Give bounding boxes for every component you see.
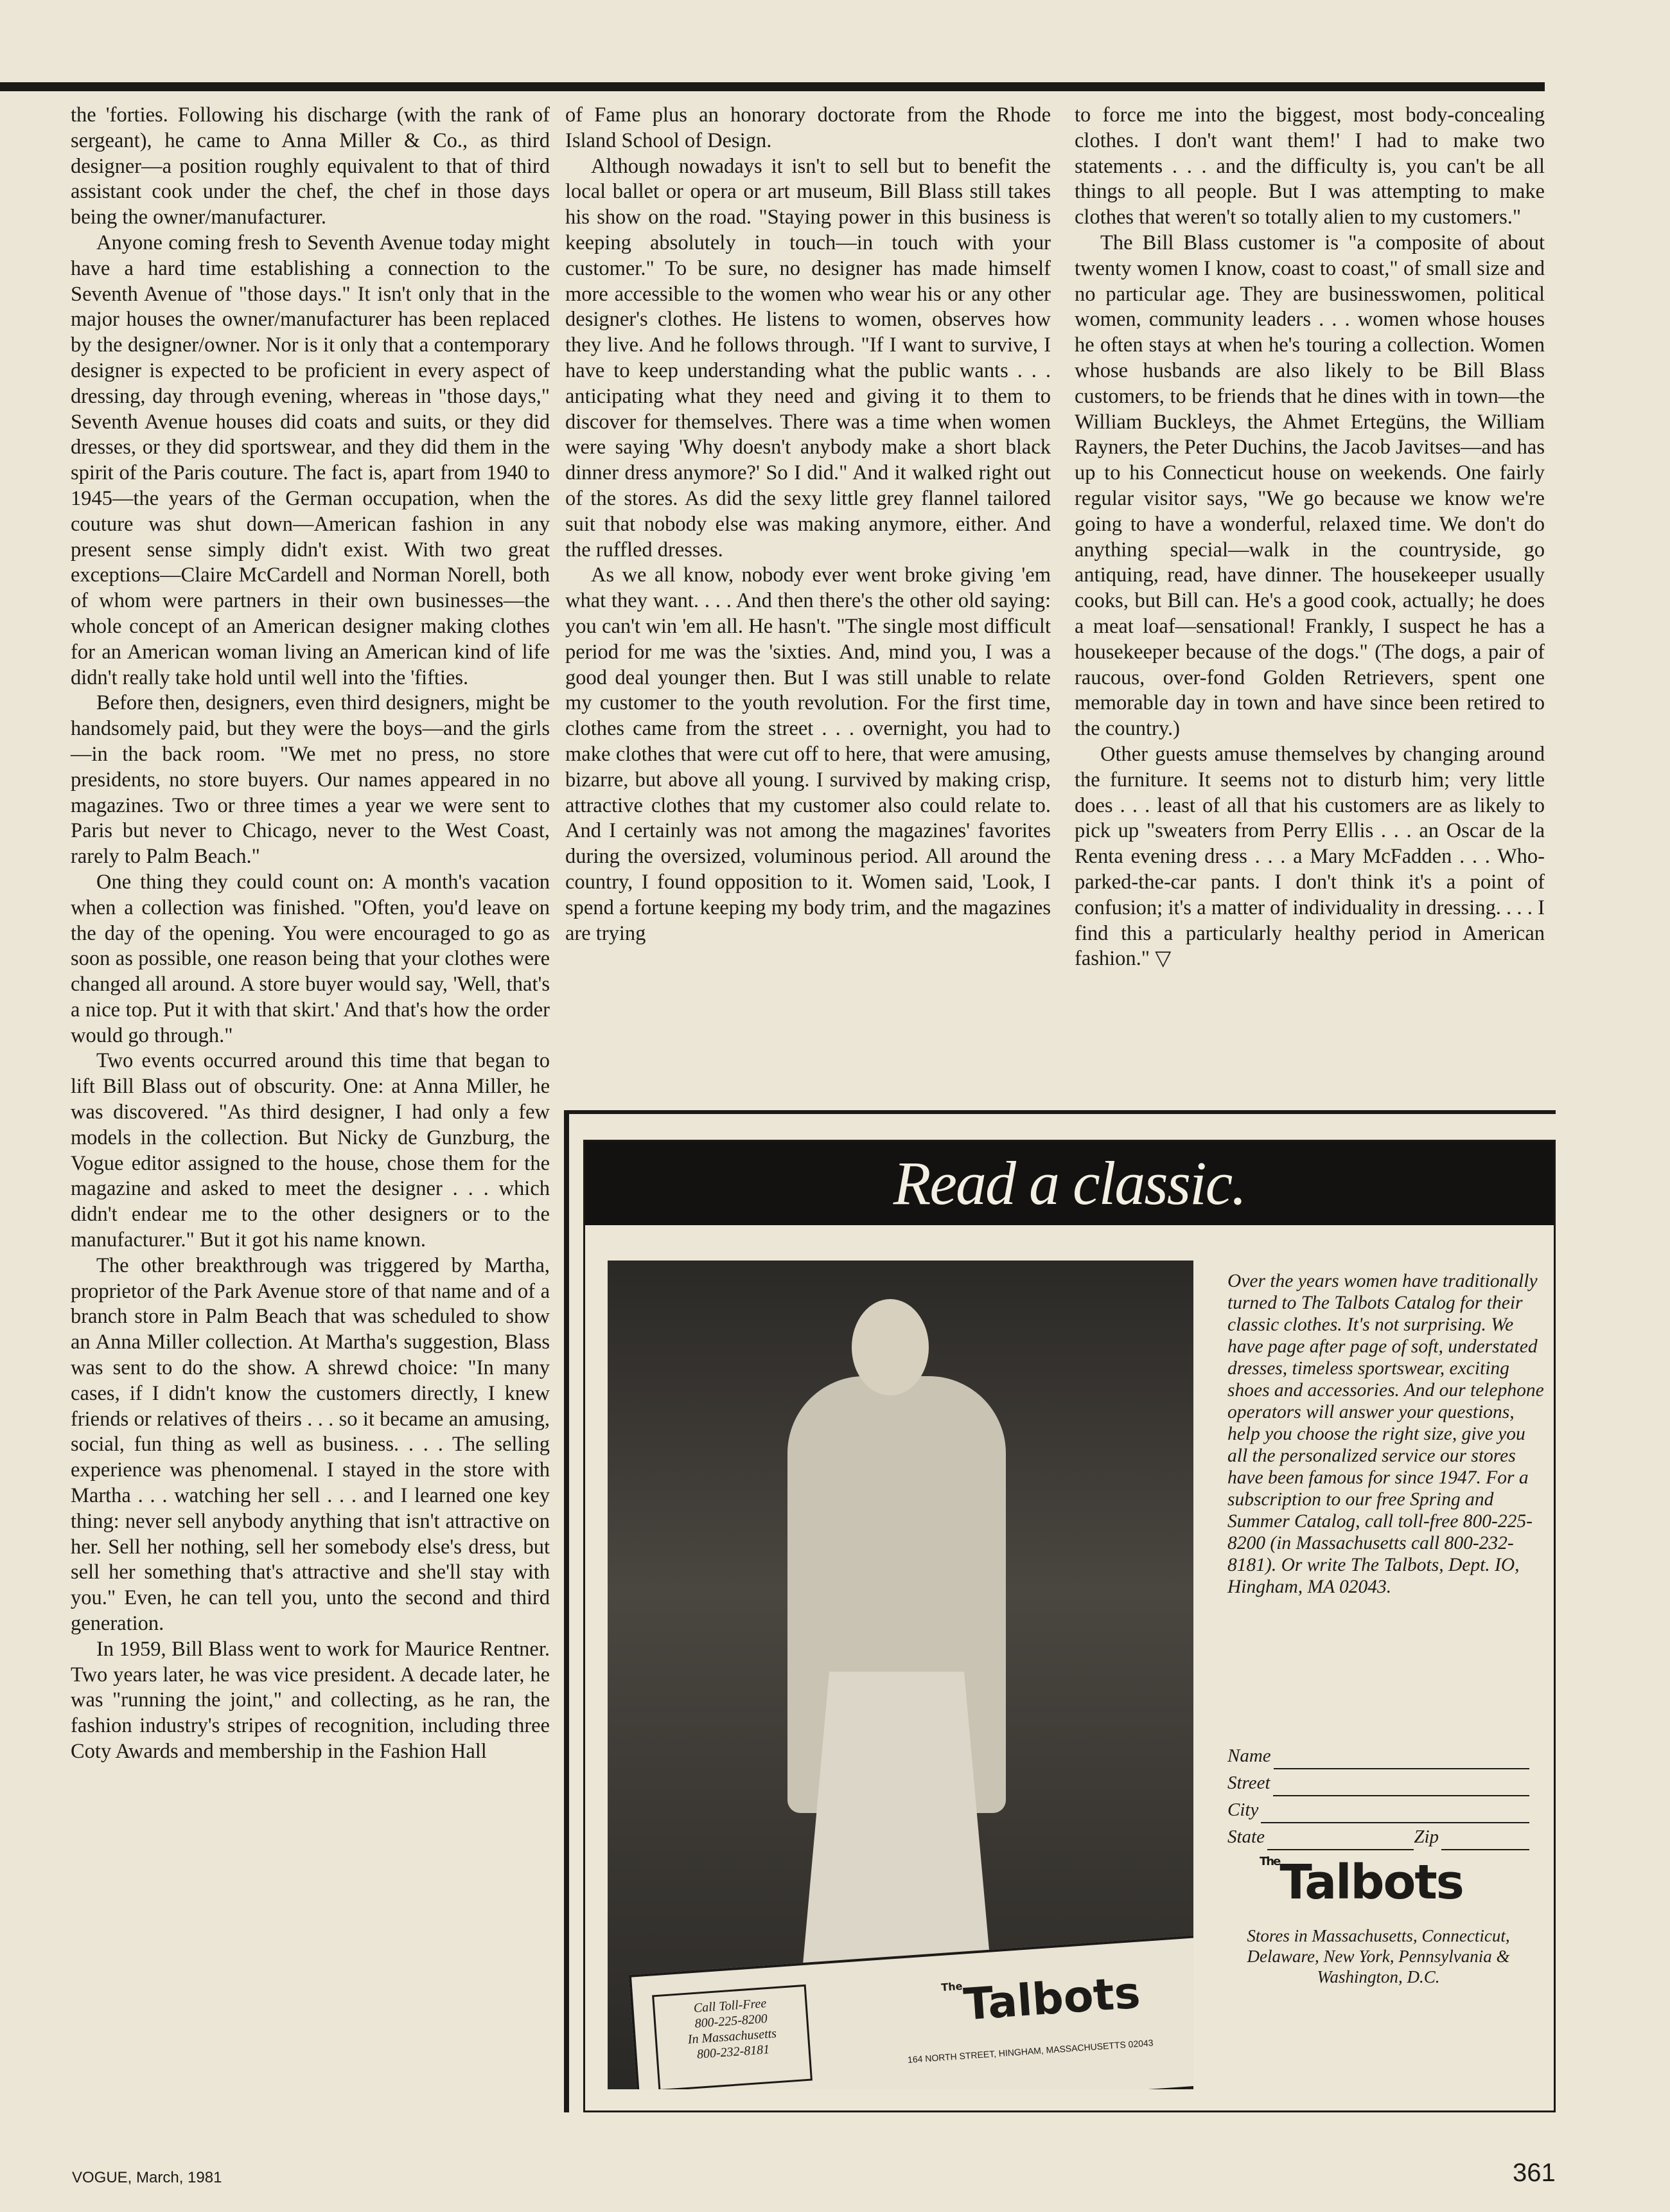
article-column-3 [1075,103,1545,972]
model-skirt [800,1672,993,1993]
page-number: 361 [1513,2159,1556,2187]
paragraph: of Fame plus an honorary doctorate from the Rhode Island School of Design. [565,103,1051,152]
talbots-logo [1260,1855,1463,1910]
card-text: Call Toll-Free [693,1996,767,2016]
ad-headline: Read a classic. [585,1142,1554,1225]
store-locations: Stores in Massachusetts, Connecticut, Delaware, New York, Pennsylvania & Washington, D.C. [1247,1926,1510,1986]
paragraph: The Bill Blass customer is "a composite of about twenty women I know, coast to coast," of small size and no particular age. They are businesswomen, political women, community leaders . . . women whose houses he often stays at when he's touring a collection. Women whose husbands are also likely to be Bill Blass customers, to be friends that he dines with in town—the William Buckleys, the Ahmet Ertegüns, the William Rayners, the Peter Duchins, the Jacob Javitses—and has up to his Connecticut house on weekends. One fairly regular visitor says, "We go because we know we're going to have a wonderful, relaxed time. We don't do anything special—walk in the countryside, go antiquing, read, have dinner. The housekeeper usually cooks, but Bill can. He's a good cook, actually; he does a meat loaf—sensational! Frankly, I suspect he has a housekeeper because of the dogs." (The dogs, a pair of raucous, over-fond Golden Retrievers, spent one memorable day in town and have since been retired to the country.) [1075,231,1545,741]
catalog-in-photo [629,1934,1193,2089]
state-field[interactable] [1267,1834,1414,1850]
article-column-1 [71,103,550,1765]
model-head [852,1299,929,1395]
street-field[interactable] [1273,1780,1529,1796]
city-label: City [1227,1800,1259,1820]
logo-prefix: The [1260,1855,1280,1868]
article-column-2 [565,103,1051,946]
paragraph: the 'forties. Following his discharge (with the rank of sergeant), he came to Anna Miller & Co., as third designer—a position roughly equivalent to that of third assistant cook under the chef, the chef in those days being the owner/manufacturer. [71,103,550,229]
magazine-issue: VOGUE, March, 1981 [72,2169,222,2186]
card-text: 800-225-8200 [694,2012,768,2031]
paragraph: Before then, designers, even third designers, might be handsomely paid, but they were the boys—and the girls—in the back room. "We met no press, no store presidents, no store buyers. Our names appeared in no magazines. Two or three times a year we were sent to Paris but never to Chicago, never to the West Coast, rarely to Palm Beach." [71,691,550,869]
logo-prefix: The [940,1979,963,1994]
paragraph: In 1959, Bill Blass went to work for Maurice Rentner. Two years later, he was vice president. A decade later, he was "running the joint," and collecting, as he ran, the fashion industry's stripes of recognition, including three Coty Awards and membership in the Fashion Hall [71,1637,550,1763]
card-text: In Massachusetts [687,2026,777,2047]
paragraph: The other breakthrough was triggered by Martha, proprietor of the Park Avenue store of that name and of a branch store in Palm Beach that was scheduled to show an Anna Miller collection. At Martha's suggestion, Blass was sent to do the show. A shrewd choice: "In many cases, if I didn't know the customers directly, I knew friends or relatives of theirs . . . so it became an amusing, social, fun thing as well as business. . . . The selling experience was phenomenal. I stayed in the store with Martha . . . watching her sell . . . and I learned one key thing: never sell anybody anything that isn't attractive on her. Sell her nothing, sell her somebody else's dress, but sell her something that's attractive and she'll stay with you." Even, he can tell you, unto the second and third generation. [71,1253,550,1636]
zip-label: Zip [1414,1827,1439,1847]
paragraph: One thing they could count on: A month's vacation when a collection was finished. "Often, you'd leave on the day of the opening. You were encouraged to go as soon as possible, one reason being that your clothes were changed all around. A store buyer would say, 'Well, that's a nice top. Put it with that skirt.' And that's how the order would go through." [71,870,550,1047]
paragraph: Anyone coming fresh to Seventh Avenue today might have a hard time establishing a connection to the Seventh Avenue of "those days." It isn't only that in the major houses the owner/manufacturer has been replaced by the designer/owner. Nor is it only that a contemporary designer is expected to be proficient in every aspect of dressing, day through evening, whereas in "those days," Seventh Avenue houses did coats and suits, or they did dresses, or they did sportswear, and they did them in the spirit of the Paris couture. The fact is, apart from 1940 to 1945—the years of the German occupation, when the couture was shut down—American fashion in any present sense simply didn't exist. With two great exceptions—Claire McCardell and Norman Norell, both of whom were partners in their own businesses—the whole concept of an American designer making clothes for an American woman living an American kind of life didn't really take hold until well into the 'fifties. [71,231,550,689]
zip-field[interactable] [1441,1834,1529,1850]
talbots-advertisement [564,1110,1556,2112]
state-label: State [1227,1827,1265,1847]
paragraph: As we all know, nobody ever went broke giving 'em what they want. . . . And then there's the other old saying: you can't win 'em all. He hasn't. "The single most difficult period for me was the 'sixties. And, mind you, I was a good deal younger then. But I was still unable to relate my customer to the youth revolution. For the first time, clothes came from the street . . . overnight, you had to make clothes that were cut off to here, that were amusing, bizarre, but above all young. I survived by making crisp, attractive clothes that my customer also could relate to. And I certainly was not among the magazines' favorites during the oversized, voluminous period. All around the country, I found opposition to it. Women said, 'Look, I spend a fortune keeping my body trim, and the magazines are trying [565,563,1051,945]
city-field[interactable] [1261,1807,1529,1823]
catalog-phone-card [652,1985,813,2089]
card-text: 800-232-8181 [696,2042,770,2062]
coupon-form [1227,1742,1529,1850]
ad-frame [583,1140,1556,2112]
catalog-logo [941,1968,1142,2032]
street-label: Street [1227,1773,1270,1793]
paragraph: Other guests amuse themselves by changing around the furniture. It seems not to disturb him; very little does . . . least of all that his customers are as likely to pick up "sweaters from Perry Ellis . . . an Oscar de la Renta evening dress . . . a Mary McFadden . . . Who-parked-the-car pants. I don't think it's a point of confusion; it's a matter of individuality in dressing. . . . I find this a particularly healthy period in American fashion." ▽ [1075,742,1545,971]
logo-text: Talbots [1279,1855,1463,1910]
ad-photo [608,1261,1193,2089]
top-rule [0,82,1545,91]
logo-text: Talbots [962,1967,1142,2031]
ad-copy: Over the years women have traditionally turned to The Talbots Catalog for their classic clothes. It's not surprising. We have page after page of soft, understated dresses, timeless sportswear, exciting shoes and accessories. And our telephone operators will answer your questions, help you choose the right size, give you all the personalized service our stores have been famous for since 1947. For a subscription to our free Spring and Summer Catalog, call toll-free 800-225-8200 (in Massachusetts call 800-232-8181). Or write The Talbots, Dept. IO, Hingham, MA 02043. [1227,1271,1544,1597]
paragraph: to force me into the biggest, most body-concealing clothes. I don't want them!' I had to make two statements . . . and the difficulty is, you can't be all things to all people. But I was attempting to make clothes that weren't so totally alien to my customers." [1075,103,1545,229]
name-label: Name [1227,1746,1271,1766]
paragraph: Although nowadays it isn't to sell but to benefit the local ballet or opera or art museum, Bill Blass still takes his show on the road. "Staying power in this business is keeping absolutely in touch—in touch with your customer." To be sure, no designer has made himself more accessible to the women who wear his or any other designer's clothes. He listens to women, observes how they live. And he follows through. "If I want to survive, I have to keep understanding what the public wants . . . anticipating what they need and giving it to them to discover for themselves. There was a time when women were saying 'Why doesn't anybody make a short black dinner dress anymore?' So I did." And it walked right out of the stores. As did the sexy little grey flannel tailored suit that nobody else was making anymore, either. And the ruffled dresses. [565,154,1051,562]
paragraph: Two events occurred around this time that began to lift Bill Blass out of obscurity. One: at Anna Miller, he was discovered. "As third designer, I had only a few models in the collection. But Nicky de Gunzburg, the Vogue editor assigned to the house, chose them for the magazine and asked to meet the designer . . . which didn't endear me to the other designers or to the manufacturer." But it got his name known. [71,1049,550,1252]
name-field[interactable] [1274,1753,1529,1769]
catalog-address: 164 NORTH STREET, HINGHAM, MASSACHUSETTS 02043 [907,2037,1154,2065]
